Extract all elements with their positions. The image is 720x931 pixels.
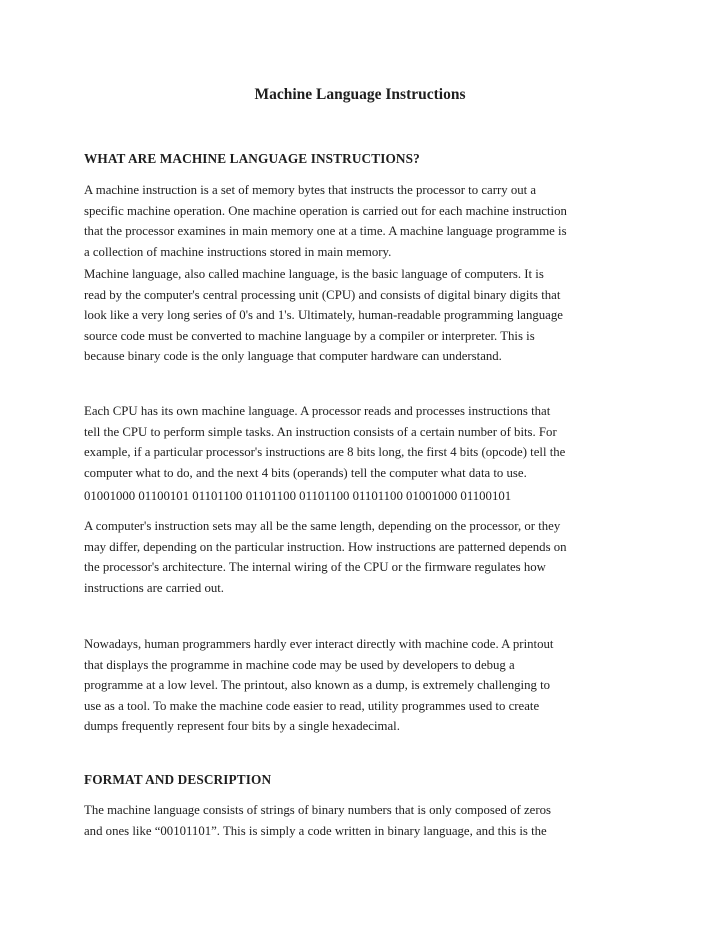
text-line: that displays the programme in machine code may be used by developers to debug a [84, 657, 515, 672]
text-line: and ones like “00101101”. This is simply a code written in binary language, and this is the [84, 823, 547, 838]
text-line: a collection of machine instructions stored in main memory. [84, 244, 392, 259]
text-line: programme at a low level. The printout, also known as a dump, is extremely challenging to [84, 678, 551, 692]
paragraph-machine-instruction [84, 180, 644, 262]
text-line: read by the computer's central processing unit (CPU) and consists of digital binary digits that [84, 287, 561, 302]
text-line: 01001000 01100101 01101100 01101100 01101100 01101100 01001000 01100101 [84, 489, 512, 503]
paragraph-each-cpu [84, 401, 644, 483]
paragraph-instruction-sets [84, 516, 644, 598]
text-line: specific machine operation. One machine operation is carried out for each machine instruction [84, 203, 567, 218]
text-line: Machine language, also called machine language, is the basic language of computers. It is [84, 267, 544, 281]
text-line: A computer's instruction sets may all be the same length, depending on the processor, or they [84, 519, 561, 533]
text-line: use as a tool. To make the machine code easier to read, utility programmes used to create [84, 698, 540, 713]
text-line: Nowadays, human programmers hardly ever interact directly with machine code. A printout [84, 637, 554, 651]
paragraph-format [84, 800, 644, 841]
section-heading-what-are: WHAT ARE MACHINE LANGUAGE INSTRUCTIONS? [84, 151, 420, 166]
text-line: dumps frequently represent four bits by a single hexadecimal. [84, 719, 400, 733]
text-line: look like a very long series of 0's and 1's. Ultimately, human-readable programming language [84, 308, 563, 322]
text-line: The machine language consists of strings of binary numbers that is only composed of zeros [84, 803, 551, 817]
text-line: may differ, depending on the particular instruction. How instructions are patterned depends on [84, 539, 567, 554]
text-line: instructions are carried out. [84, 580, 225, 595]
text-line: tell the CPU to perform simple tasks. An instruction consists of a certain number of bits. For [84, 424, 557, 439]
paragraph-nowadays [84, 634, 644, 737]
section-heading-format: FORMAT AND DESCRIPTION [84, 772, 272, 787]
text-line: Each CPU has its own machine language. A processor reads and processes instructions that [84, 404, 551, 418]
document-title: Machine Language Instructions [254, 86, 466, 103]
text-line: the processor's architecture. The internal wiring of the CPU or the firmware regulates how [84, 560, 546, 574]
paragraph-machine-language [84, 264, 644, 367]
text-line: because binary code is the only language that computer hardware can understand. [84, 349, 502, 363]
text-line: that the processor examines in main memory one at a time. A machine language programme is [84, 224, 567, 238]
binary-example [84, 486, 644, 507]
text-line: source code must be converted to machine language by a compiler or interpreter. This is [84, 328, 535, 343]
text-line: example, if a particular processor's instructions are 8 bits long, the first 4 bits (opcode) tell the [84, 445, 566, 459]
text-line: A machine instruction is a set of memory bytes that instructs the processor to carry out a [84, 183, 537, 197]
text-line: computer what to do, and the next 4 bits (operands) tell the computer what data to use. [84, 465, 527, 480]
